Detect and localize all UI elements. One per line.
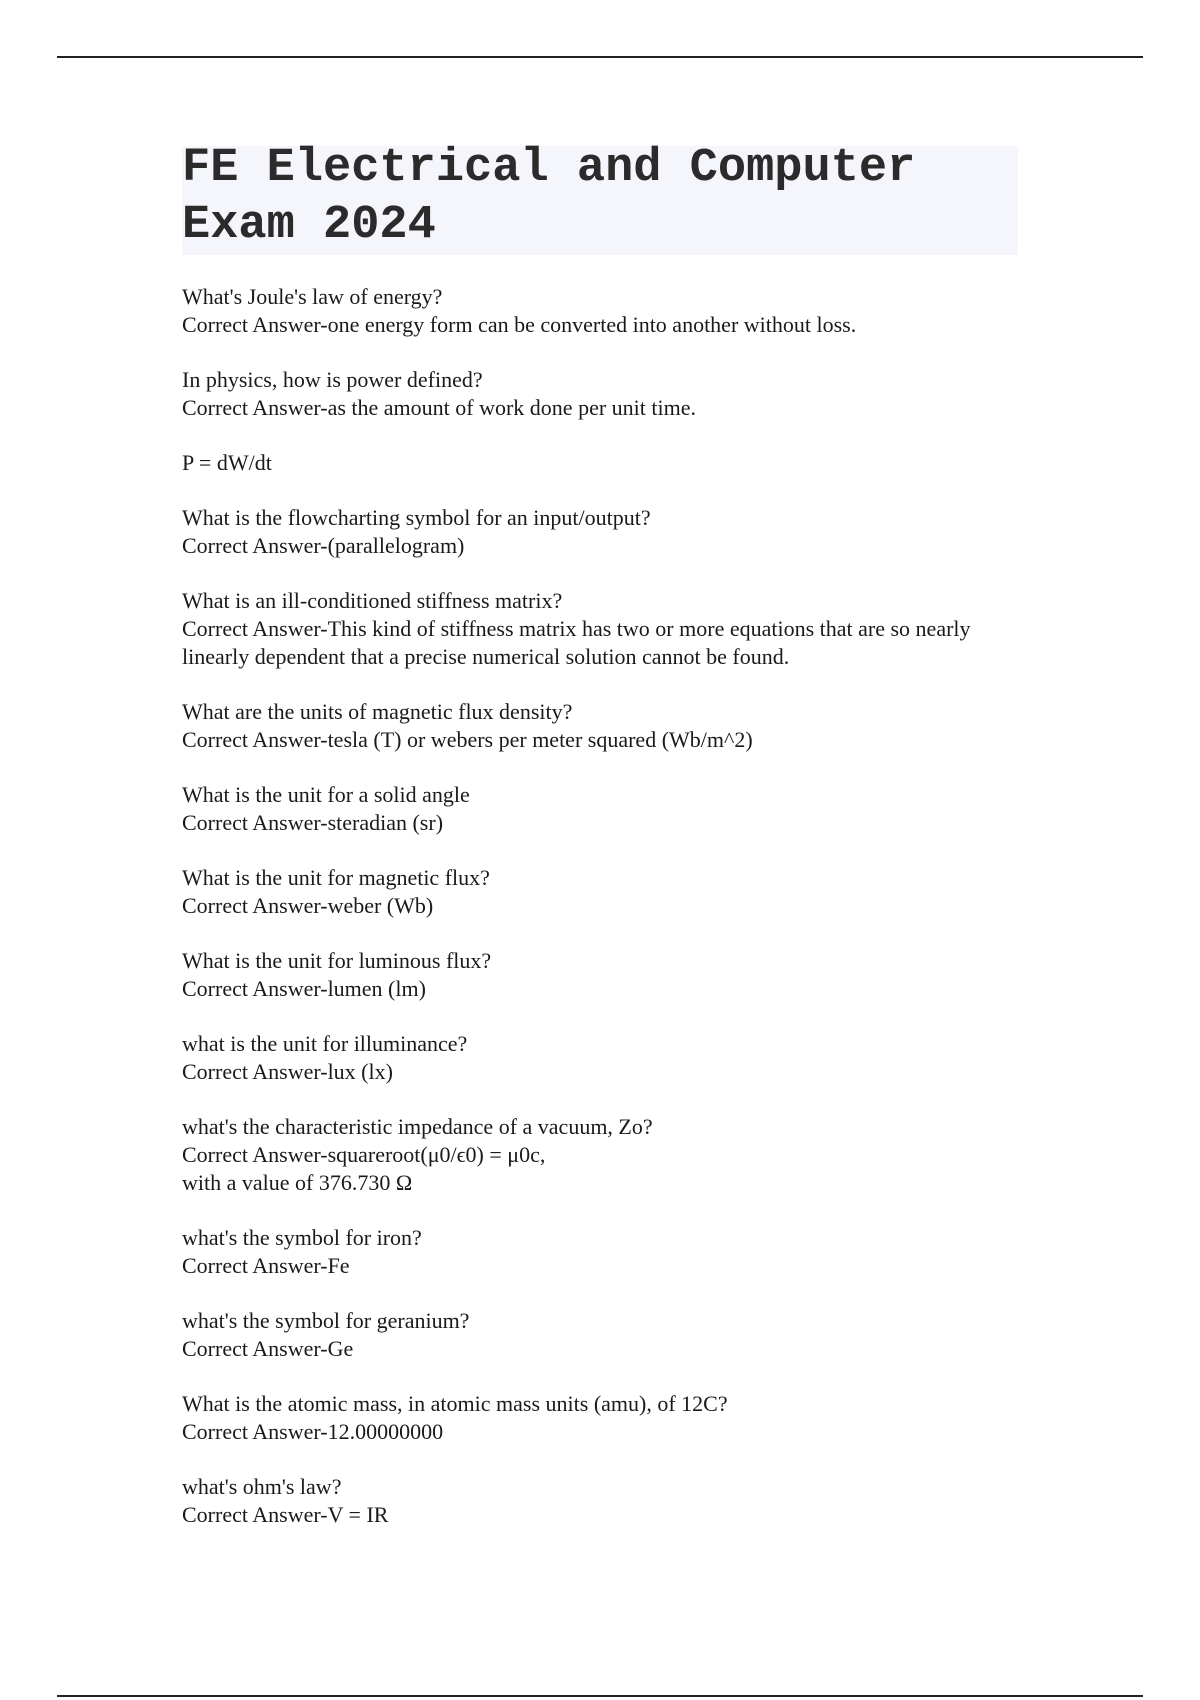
- qa-item: [182, 449, 1018, 477]
- question-text: What is the unit for magnetic flux?: [182, 865, 490, 890]
- answer-text: Correct Answer-steradian (sr): [182, 810, 444, 835]
- bottom-rule: [57, 1695, 1143, 1697]
- page-title: FE Electrical and Computer Exam 2024: [182, 142, 916, 252]
- question-text: what's the characteristic impedance of a vacuum, Zo?: [182, 1114, 653, 1139]
- qa-item: [182, 864, 1018, 920]
- question-text: What is the unit for luminous flux?: [182, 948, 492, 973]
- answer-text: Correct Answer-weber (Wb): [182, 893, 434, 918]
- answer-text: Correct Answer-Fe: [182, 1253, 350, 1278]
- qa-list: [182, 283, 1018, 1556]
- answer-text: Correct Answer-lumen (lm): [182, 976, 426, 1001]
- question-text: In physics, how is power defined?: [182, 367, 483, 392]
- question-text: What is the atomic mass, in atomic mass units (amu), of 12C?: [182, 1391, 728, 1416]
- answer-text: Correct Answer-(parallelogram): [182, 533, 465, 558]
- question-text: what's ohm's law?: [182, 1474, 342, 1499]
- answer-text: Correct Answer-This kind of stiffness matrix has two or more equations that are so nearly linearly dependent that a precise numerical solution cannot be found.: [182, 616, 971, 669]
- text-line: P = dW/dt: [182, 450, 272, 475]
- question-text: what is the unit for illuminance?: [182, 1031, 468, 1056]
- qa-item: [182, 1390, 1018, 1446]
- answer-text: Correct Answer-lux (lx): [182, 1059, 393, 1084]
- question-text: What's Joule's law of energy?: [182, 284, 443, 309]
- qa-item: [182, 1030, 1018, 1086]
- answer-text: with a value of 376.730 Ω: [182, 1170, 413, 1195]
- qa-item: [182, 1307, 1018, 1363]
- qa-item: [182, 283, 1018, 339]
- qa-item: [182, 587, 1018, 671]
- question-text: What are the units of magnetic flux density?: [182, 699, 573, 724]
- qa-item: [182, 1224, 1018, 1280]
- answer-text: Correct Answer-12.00000000: [182, 1419, 444, 1444]
- qa-item: [182, 781, 1018, 837]
- top-rule: [57, 56, 1143, 58]
- question-text: What is an ill-conditioned stiffness matrix?: [182, 588, 563, 613]
- question-text: What is the flowcharting symbol for an input/output?: [182, 505, 651, 530]
- question-text: What is the unit for a solid angle: [182, 782, 470, 807]
- qa-item: [182, 698, 1018, 754]
- answer-text: Correct Answer-Ge: [182, 1336, 354, 1361]
- qa-item: [182, 504, 1018, 560]
- question-text: what's the symbol for iron?: [182, 1225, 422, 1250]
- answer-text: Correct Answer-tesla (T) or webers per meter squared (Wb/m^2): [182, 727, 753, 752]
- qa-item: [182, 366, 1018, 422]
- qa-item: [182, 947, 1018, 1003]
- qa-item: [182, 1473, 1018, 1529]
- answer-text: Correct Answer-V = IR: [182, 1502, 389, 1527]
- qa-item: [182, 1113, 1018, 1197]
- question-text: what's the symbol for geranium?: [182, 1308, 470, 1333]
- answer-text: Correct Answer-as the amount of work done per unit time.: [182, 395, 696, 420]
- answer-text: Correct Answer-squareroot(μ0/ϵ0) = μ0c,: [182, 1142, 546, 1167]
- answer-text: Correct Answer-one energy form can be converted into another without loss.: [182, 312, 857, 337]
